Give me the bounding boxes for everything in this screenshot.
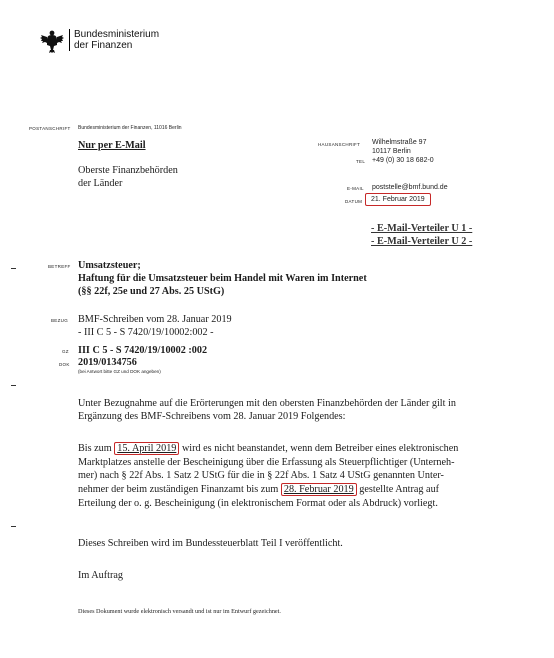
para2-line2: Marktplatzes anstelle der Bescheinigung über die Erfassung als Steuerpflichtiger (Unterneh-: [78, 457, 455, 468]
para2-line1-post: wird es nicht beanstandet, wenn dem Betreiber eines elektronischen: [179, 443, 459, 454]
verteiler-u1-text: - E-Mail-Verteiler U 1 -: [371, 223, 473, 234]
verteiler-u2-text: - E-Mail-Verteiler U 2 -: [371, 236, 473, 247]
dok-label: DOK: [59, 362, 70, 367]
para2-line3: mer) nach § 22f Abs. 1 Satz 2 UStG für die in § 22f Abs. 1 Satz 4 UStG genannten Unter-: [78, 470, 444, 481]
bezug-line1: BMF-Schreiben vom 28. Januar 2019: [78, 314, 232, 325]
deadline-date-highlight: 15. April 2019: [114, 442, 179, 455]
gz-value: III C 5 - S 7420/19/10002 :002: [78, 345, 208, 356]
delivery-method: Nur per E-Mail: [78, 140, 146, 151]
para1-line2: Ergänzung des BMF-Schreibens vom 28. Januar 2019 Folgendes:: [78, 411, 346, 422]
datum-label: DATUM: [345, 199, 363, 204]
gz-label: GZ: [62, 349, 69, 354]
fold-mark-3: [11, 526, 16, 527]
address-street: Wilhelmstraße 97: [372, 139, 427, 146]
para2-line5: Erteilung der o. g. Bescheinigung (in elektronischem Format oder als Abdruck) vorliegt.: [78, 498, 438, 509]
ministry-name-line1: Bundesministerium: [74, 29, 160, 40]
tel-label: TEL: [356, 159, 366, 164]
subject-line1: Umsatzsteuer;: [78, 260, 141, 271]
subject-line3: (§§ 22f, 25e und 27 Abs. 25 UStG): [78, 286, 225, 297]
recipient-line1: Oberste Finanzbehörden: [78, 165, 178, 176]
email-value[interactable]: poststelle@bmf.bund.de: [372, 184, 448, 191]
hausanschrift-label: HAUSANSCHRIFT: [318, 142, 361, 147]
dok-note: (bei Antwort bitte GZ und DOK angeben): [78, 369, 161, 374]
para1-line1: Unter Bezugnahme auf die Erörterungen mit den obersten Finanzbehörden der Länder gilt in: [78, 398, 456, 409]
para2-line4-pre: nehmer der beim zuständigen Finanzamt bis zum: [78, 484, 281, 495]
betreff-label: BETREFF: [48, 264, 71, 269]
dok-value: 2019/0134756: [78, 357, 137, 368]
bezug-label: BEZUG: [51, 318, 69, 323]
fold-mark-2: [11, 385, 16, 386]
logo-divider: [69, 29, 70, 51]
para3: Dieses Schreiben wird im Bundessteuerblatt Teil I veröffentlicht.: [78, 538, 343, 549]
verteiler-u2: [371, 235, 472, 248]
para2-line1-pre: Bis zum: [78, 443, 115, 454]
para2-line4: [78, 483, 439, 496]
document-date: 21. Februar 2019: [365, 193, 431, 206]
eagle-icon: [40, 29, 64, 53]
fold-mark-1: [11, 268, 16, 269]
tel-value: +49 (0) 30 18 682-0: [372, 157, 434, 164]
ministry-name-line2: der Finanzen: [74, 40, 133, 51]
email-label: E-MAIL: [347, 186, 364, 191]
footer-note: Dieses Dokument wurde elektronisch versandt und ist nur im Entwurf gezeichnet.: [78, 608, 281, 615]
address-city: 10117 Berlin: [372, 148, 411, 155]
application-date-highlight: 28. Februar 2019: [281, 483, 357, 496]
postanschrift-label: POSTANSCHRIFT: [29, 126, 71, 131]
para2-line1: [78, 442, 458, 455]
para2-line4-post: gestellte Antrag auf: [356, 484, 440, 495]
postanschrift-text: Bundesministerium der Finanzen, 11016 Berlin: [78, 125, 182, 131]
verteiler-u1: [371, 222, 472, 235]
closing: Im Auftrag: [78, 570, 123, 581]
subject-line2: Haftung für die Umsatzsteuer beim Handel mit Waren im Internet: [78, 273, 367, 284]
bezug-line2: - III C 5 - S 7420/19/10002:002 -: [78, 327, 214, 338]
recipient-line2: der Länder: [78, 178, 123, 189]
